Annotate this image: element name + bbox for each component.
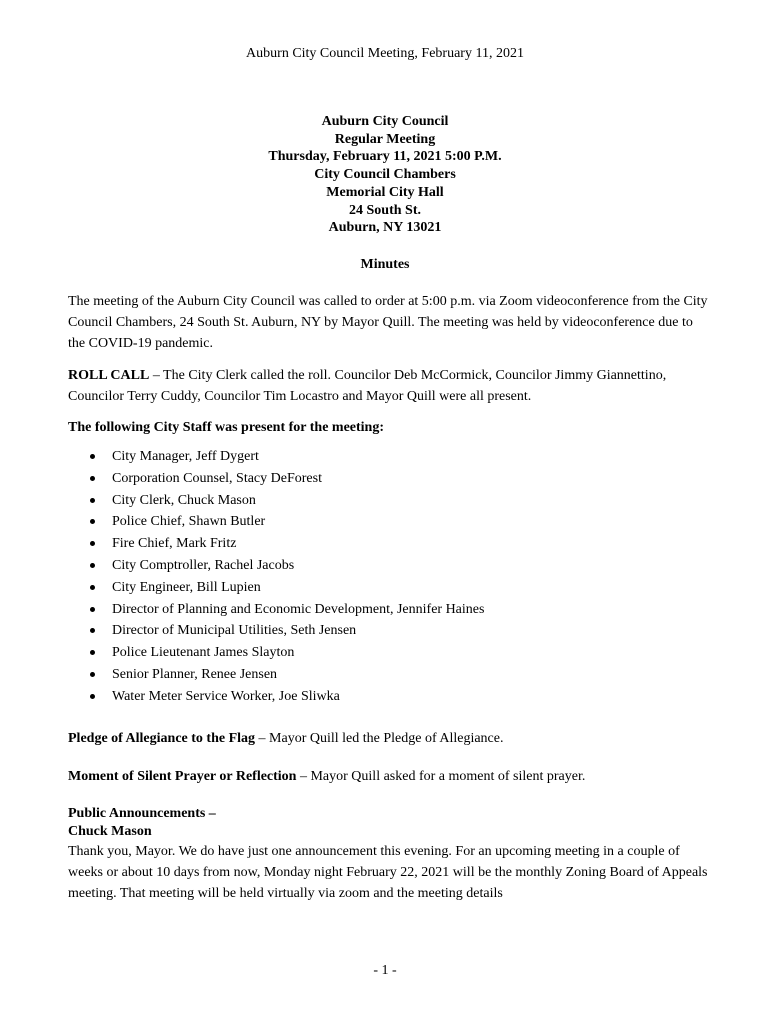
staff-heading: The following City Staff was present for the meeting: [68,420,385,435]
meeting-title-block [0,113,770,237]
title-line-council: Auburn City Council [321,114,449,129]
staff-list-item: Fire Chief, Mark Fritz [68,533,708,555]
staff-list-item: Corporation Counsel, Stacy DeForest [68,468,708,490]
staff-list-item: Director of Municipal Utilities, Seth Jensen [68,620,708,642]
staff-list-item: City Engineer, Bill Lupien [68,577,708,599]
staff-list-item: Senior Planner, Renee Jensen [68,664,708,686]
title-line-venue: City Council Chambers [314,167,456,183]
announcements-speaker: Chuck Mason [68,823,152,839]
staff-list-item: Police Chief, Shawn Butler [68,511,708,533]
title-line-building: Memorial City Hall [326,184,444,200]
staff-list-item: Police Lieutenant James Slayton [68,642,708,664]
announcements-text: Thank you, Mayor. We do have just one announcement this evening. For an upcoming meeting in a couple of weeks or about 10 days from now, Monday night February 22, 2021 will be the monthly Zoning Board of Appeals meeting. That meeting will be held virtually via zoom and the meeting details [68,843,708,901]
title-line-street: 24 South St. [349,202,421,218]
staff-list-item: Water Meter Service Worker, Joe Sliwka [68,686,708,708]
roll-call-label: ROLL CALL [68,368,150,383]
staff-list-item: Director of Planning and Economic Development, Jennifer Haines [68,599,708,621]
title-line-city: Auburn, NY 13021 [328,220,442,236]
title-line-meeting-type: Regular Meeting [334,131,436,147]
prayer-label: Moment of Silent Prayer or Reflection [68,768,297,784]
announcements-heading: Public Announcements – [68,805,216,821]
staff-list [68,446,708,708]
staff-list-item: City Clerk, Chuck Mason [68,490,708,512]
roll-call-text: – The City Clerk called the roll. Councilor Deb McCormick, Councilor Jimmy Giannettino, Councilor Terry Cuddy, Councilor Tim Locastro and Mayor Quill were all present. [68,368,667,404]
prayer-paragraph [68,766,708,787]
running-header: Auburn City Council Meeting, February 11, 2021 [246,46,524,61]
page-number: - 1 - [373,963,397,978]
prayer-text: – Mayor Quill asked for a moment of silent prayer. [296,768,586,784]
staff-list-item: City Comptroller, Rachel Jacobs [68,555,708,577]
pledge-text: – Mayor Quill led the Pledge of Allegiance. [255,730,504,746]
pledge-label: Pledge of Allegiance to the Flag [68,730,256,746]
roll-call-paragraph [68,365,708,407]
intro-paragraph: The meeting of the Auburn City Council was called to order at 5:00 p.m. via Zoom videoconference from the City Council Chambers, 24 South St. Auburn, NY by Mayor Quill. The meeting was held by videoconference due to the COVID-19 pandemic. [68,294,708,351]
pledge-paragraph [68,728,708,749]
staff-list-item: City Manager, Jeff Dygert [68,446,708,468]
minutes-heading: Minutes [360,257,410,272]
minutes-body [68,291,708,904]
title-line-date-time: Thursday, February 11, 2021 5:00 P.M. [268,149,502,165]
